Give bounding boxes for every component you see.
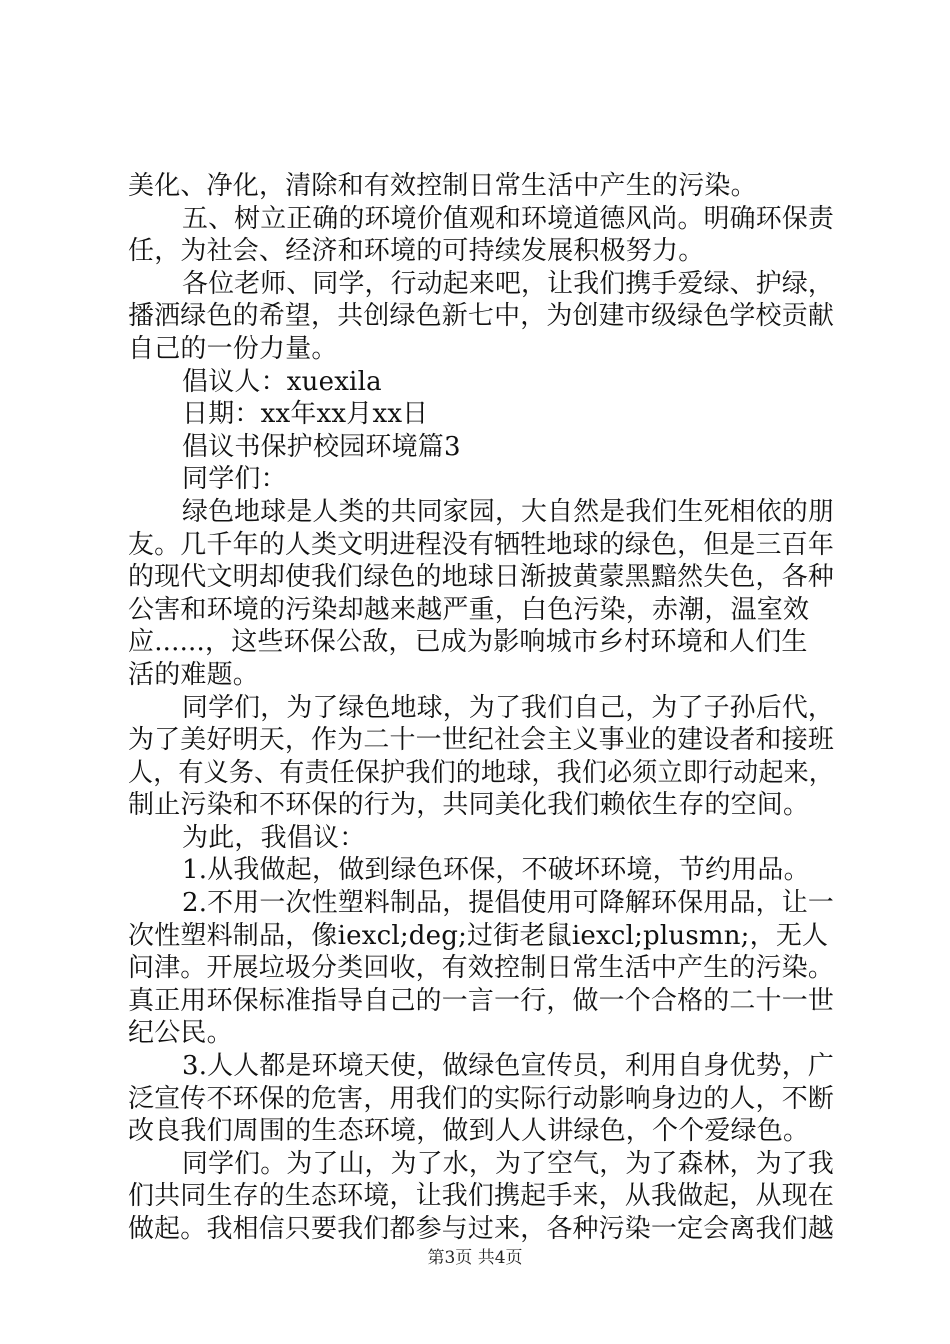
text-line: 真正用环保标准指导自己的一言一行，做一个合格的二十一世 xyxy=(128,985,834,1016)
text-line: 播洒绿色的希望，共创绿色新七中，为创建市级绿色学校贡献 xyxy=(128,301,834,332)
text-line: 任，为社会、经济和环境的可持续发展积极努力。 xyxy=(128,236,705,267)
text-line: 友。几千年的人类文明进程没有牺牲地球的绿色，但是三百年 xyxy=(128,529,834,560)
text-line: 制止污染和不环保的行为，共同美化我们赖依生存的空间。 xyxy=(128,790,810,821)
text-line: 问津。开展垃圾分类回收，有效控制日常生活中产生的污染。 xyxy=(128,953,834,984)
text-line: 改良我们周围的生态环境，做到人人讲绿色，个个爱绿色。 xyxy=(128,1116,810,1147)
text-line: 的现代文明却使我们绿色的地球日渐披黄蒙黑黯然失色，各种 xyxy=(128,562,834,593)
text-line: 人，有义务、有责任保护我们的地球，我们必须立即行动起来， xyxy=(128,757,835,788)
text-line: 倡议书保护校园环境篇3 xyxy=(182,431,461,462)
text-line: 自己的一份力量。 xyxy=(128,333,338,364)
text-line: 同学们。为了山，为了水，为了空气，为了森林，为了我 xyxy=(182,1148,835,1179)
text-line: 绿色地球是人类的共同家园，大自然是我们生死相依的朋 xyxy=(182,496,835,527)
text-line: 倡议人：xuexila xyxy=(182,366,382,397)
text-line: 美化、净化，清除和有效控制日常生活中产生的污染。 xyxy=(128,171,757,201)
text-line: 1.从我做起，做到绿色环保，不破坏环境，节约用品。 xyxy=(182,855,810,886)
text-line: 纪公民。 xyxy=(128,1018,233,1049)
text-line: 次性塑料制品，像iexcl;deg;过街老鼠iexcl;plusmn;，无人 xyxy=(128,920,829,951)
text-line: 各位老师、同学，行动起来吧，让我们携手爱绿、护绿， xyxy=(182,268,835,299)
text-line: 同学们： xyxy=(182,464,287,495)
text-line: 2.不用一次性塑料制品，提倡使用可降解环保用品，让一 xyxy=(182,888,834,919)
text-line: 泛宣传不环保的危害，用我们的实际行动影响身边的人，不断 xyxy=(128,1083,834,1114)
text-line: 做起。我相信只要我们都参与过来，各种污染一定会离我们越 xyxy=(128,1214,834,1244)
text-line: 3.人人都是环境天使，做绿色宣传员，利用自身优势，广 xyxy=(182,1051,834,1082)
text-line: 日期：xx年xx月xx日 xyxy=(182,399,429,430)
text-line: 为了美好明天，作为二十一世纪社会主义事业的建设者和接班 xyxy=(128,725,834,756)
text-line: 五、树立正确的环境价值观和环境道德风尚。明确环保责 xyxy=(182,203,835,234)
page-footer: 第3页 共4页 xyxy=(427,1248,523,1268)
text-line: 们共同生存的生态环境，让我们携起手来，从我做起，从现在 xyxy=(128,1181,834,1212)
text-line: 为此，我倡议： xyxy=(182,822,366,853)
text-line: 活的难题。 xyxy=(128,659,260,690)
text-line: 同学们，为了绿色地球，为了我们自己，为了子孙后代， xyxy=(182,692,835,723)
body-text xyxy=(128,170,834,1246)
text-line: 应......，这些环保公敌，已成为影响城市乡村环境和人们生 xyxy=(128,627,808,658)
text-line: 公害和环境的污染却越来越严重，白色污染，赤潮，温室效 xyxy=(128,594,810,625)
